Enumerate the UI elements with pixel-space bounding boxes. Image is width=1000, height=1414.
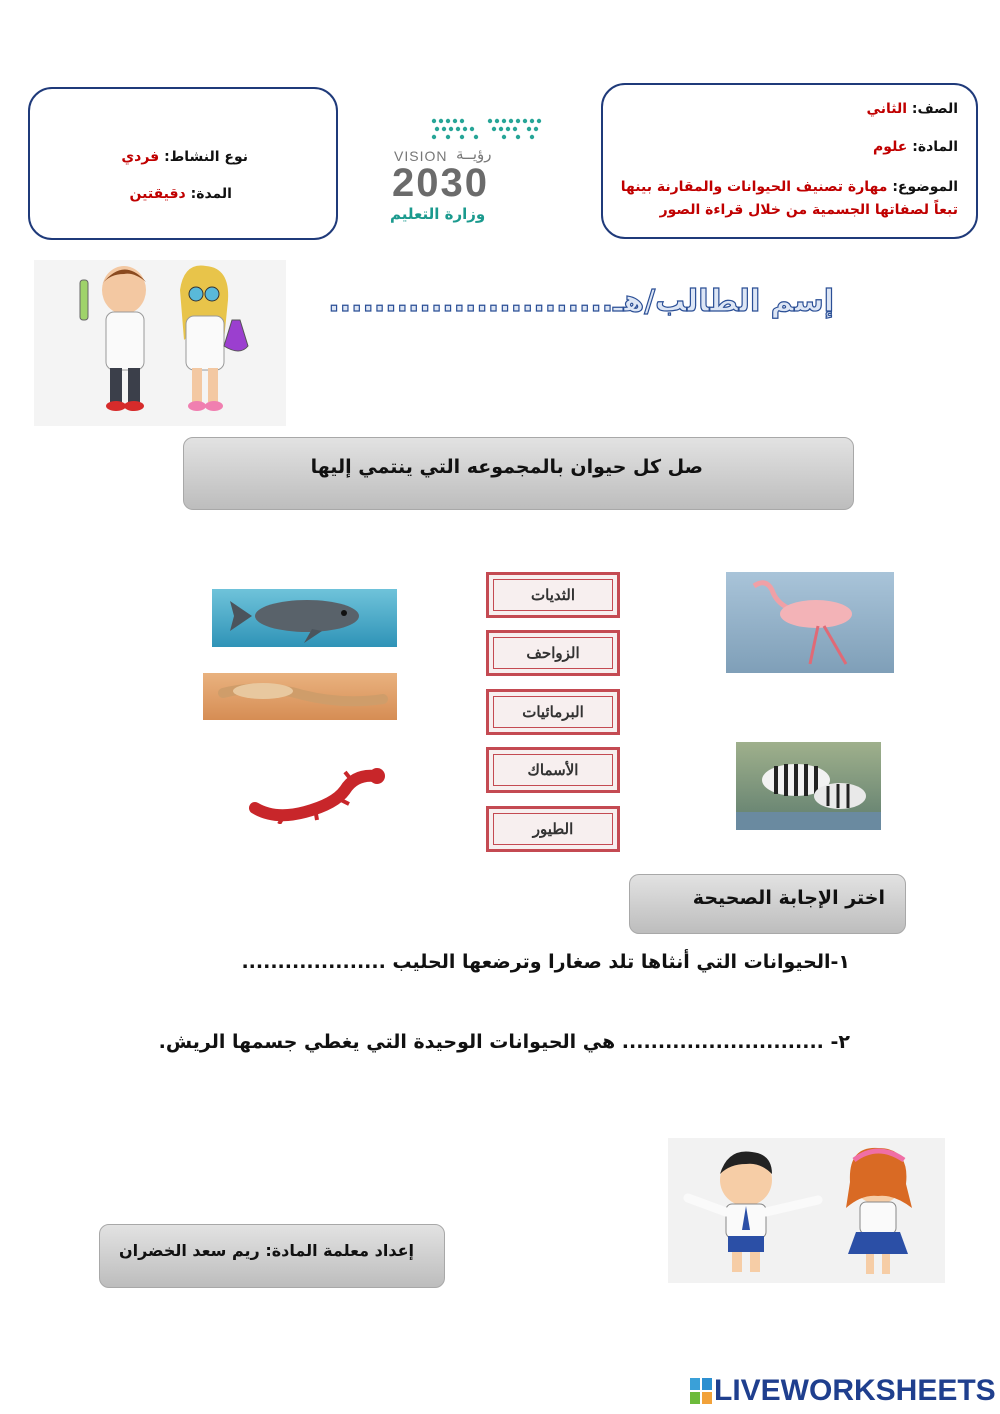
duration-line	[130, 186, 232, 202]
scientist-kids-illustration	[34, 260, 286, 426]
match-instruction-text: صل كل حيوان بالمجموعه التي ينتمي إليها	[310, 456, 703, 478]
grade-value: الثاني	[866, 101, 907, 117]
salamander-photo	[245, 764, 390, 824]
choose-answer-text: اختر الإجابة الصحيحة	[692, 887, 885, 909]
flamingo-icon	[726, 572, 894, 673]
topic-line	[621, 179, 958, 195]
activity-label: نوع النشاط:	[164, 149, 248, 165]
brand-text: LIVEWORKSHEETS	[714, 1374, 996, 1407]
topic-label: الموضوع:	[892, 179, 958, 195]
match-instruction-banner	[183, 437, 854, 510]
group-amphibians[interactable]	[486, 689, 620, 735]
subject-label: المادة:	[912, 139, 958, 155]
topic-value-line1: مهارة تصنيف الحيوانات والمقارنة بينها	[620, 179, 888, 195]
subject-line	[873, 139, 958, 155]
subject-value: علوم	[873, 139, 908, 155]
group-label: الأسماك	[486, 747, 620, 793]
year-2030-text: 2030	[392, 161, 489, 205]
salamander-icon	[245, 764, 390, 824]
question-2: ٢- ............................ هي الحيوانات الوحيدة التي يغطي جسمها الريش.	[158, 1031, 850, 1053]
zebra-icon	[736, 742, 881, 830]
grade-line	[867, 101, 958, 117]
activity-line	[121, 149, 248, 165]
topic-value-line2: تبعاً لصفاتها الجسمية من خلال قراءة الصور	[659, 202, 958, 218]
dots-pattern-icon	[430, 117, 546, 143]
activity-value: فردي	[121, 149, 160, 165]
group-label: البرمائيات	[486, 689, 620, 735]
fish-photo	[212, 589, 397, 647]
zebra-photo	[736, 742, 881, 830]
group-birds[interactable]	[486, 806, 620, 852]
duration-label: المدة:	[190, 186, 232, 202]
fish-icon	[212, 589, 397, 647]
group-mammals[interactable]	[486, 572, 620, 618]
question-1: ١-الحيوانات التي أنثاها تلد صغارا وترضعها الحليب ....................	[241, 951, 850, 973]
group-fish[interactable]	[486, 747, 620, 793]
liveworksheets-logo-icon	[690, 1378, 712, 1404]
ministry-text: وزارة التعليم	[390, 205, 486, 223]
lizard-icon	[203, 673, 397, 720]
students-graphic	[668, 1138, 945, 1283]
activity-info-box	[28, 87, 338, 240]
flamingo-photo	[726, 572, 894, 673]
group-label: الزواحف	[486, 630, 620, 676]
grade-label: الصف:	[911, 101, 958, 117]
duration-value: دقيقتين	[129, 186, 186, 202]
group-label: الطيور	[486, 806, 620, 852]
vision-text: VISION	[394, 148, 448, 164]
scientists-graphic	[34, 260, 286, 426]
teacher-credit-banner	[99, 1224, 445, 1288]
group-label: الثديات	[486, 572, 620, 618]
worksheet-info-box	[601, 83, 978, 239]
student-name-line: إسم الطالب/هـ.........................	[328, 284, 834, 319]
choose-answer-banner	[629, 874, 906, 934]
lizard-photo	[203, 673, 397, 720]
vision-ar-text: رؤيــة	[456, 145, 492, 163]
vision-2030-logo	[390, 115, 550, 225]
teacher-credit-text: إعداد معلمة المادة: ريم سعد الخضران	[118, 1241, 414, 1260]
group-reptiles[interactable]	[486, 630, 620, 676]
students-illustration	[668, 1138, 945, 1283]
